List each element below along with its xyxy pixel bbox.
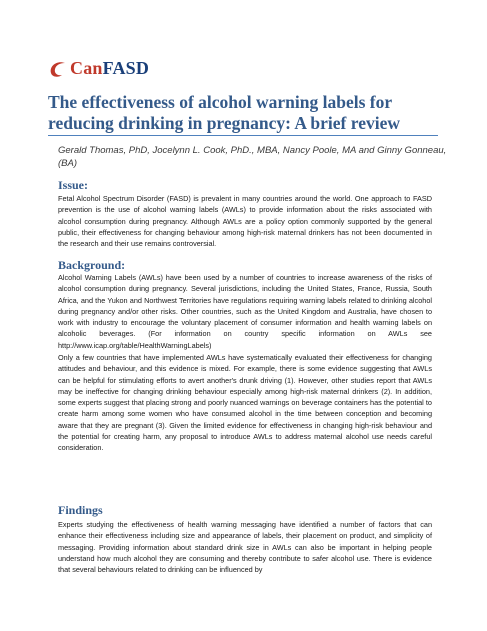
title-divider [48,135,438,136]
author-list: Gerald Thomas, PhD, Jocelynn L. Cook, PhD., MBA, Nancy Poole, MA and Ginny Gonneau, (BA) [58,145,447,169]
findings-heading: Findings [58,503,103,517]
background-heading: Background: [58,258,126,272]
swoosh-icon [48,59,68,79]
canfasd-logo [48,57,188,81]
issue-heading: Issue: [58,178,89,192]
findings-paragraph: Experts studying the effectiveness of health warning messaging have identified a number of factors that can enhance their effectiveness including size and appearance of labels, their placement on product, and simplicity of messaging. Providing information about standard drink size in AWLs can also be important in helping people understand how much alcohol they are consuming and thereby contribute to safer alcohol use. There is evidence that several behaviours related to drinking can be influenced by [58,520,432,575]
document-title: The effectiveness of alcohol warning labels for reducing drinking in pregnancy: A brief review [48,92,400,133]
logo-fasd: FASD [102,58,150,78]
logo-can: Can [70,58,103,78]
evaluation-paragraph: Only a few countries that have implemented AWLs have systematically evaluated their effectiveness for changing attitudes and behaviour, and this evidence is mixed. For example, there is some evidence suggesting that AWLs can be helpful for stimulating efforts to avert another's drunk driving (1). However, other studies report that AWLs may be ineffective for changing drinking behaviour especially among high-risk maternal drinkers (2). In addition, some experts suggest that placing strong and poorly nuanced warnings on beverage containers has the potential to create harm among some women who have consumed alcohol in the time between conception and becoming aware that they are pregnant (3). Given the limited evidence for effectiveness in changing high-risk behaviour and the potential for creating harm, any proposal to introduce AWLs to address maternal alcohol use needs careful consideration. [58,353,432,453]
issue-paragraph: Fetal Alcohol Spectrum Disorder (FASD) is prevalent in many countries around the world. One approach to FASD prevention is the use of alcohol warning labels (AWLs) to provide information about the risks associated with alcohol consumption during pregnancy. Although AWLs are a policy option commonly supported by the general public, their effectiveness for changing behaviour among high-risk maternal drinkers has not been documented in the research and their use remains controversial. [58,194,432,249]
logo-wordmark [70,58,149,79]
background-paragraph: Alcohol Warning Labels (AWLs) have been used by a number of countries to increase awareness of the risks of alcohol consumption during pregnancy. Several jurisdictions, including the United States, France, Russia, South Africa, and the Yukon and Northwest Territories have regulations requiring warning labels related to drinking alcohol during pregnancy and/or other risks. Other countries, such as the United Kingdom and Australia, have chosen to work with industry to encourage the voluntary placement of consumer information and health warning labels on alcoholic beverages. (For information on country specific information on AWLs see http://www.icap.org/table/HealthWarningLabels) [58,273,432,350]
